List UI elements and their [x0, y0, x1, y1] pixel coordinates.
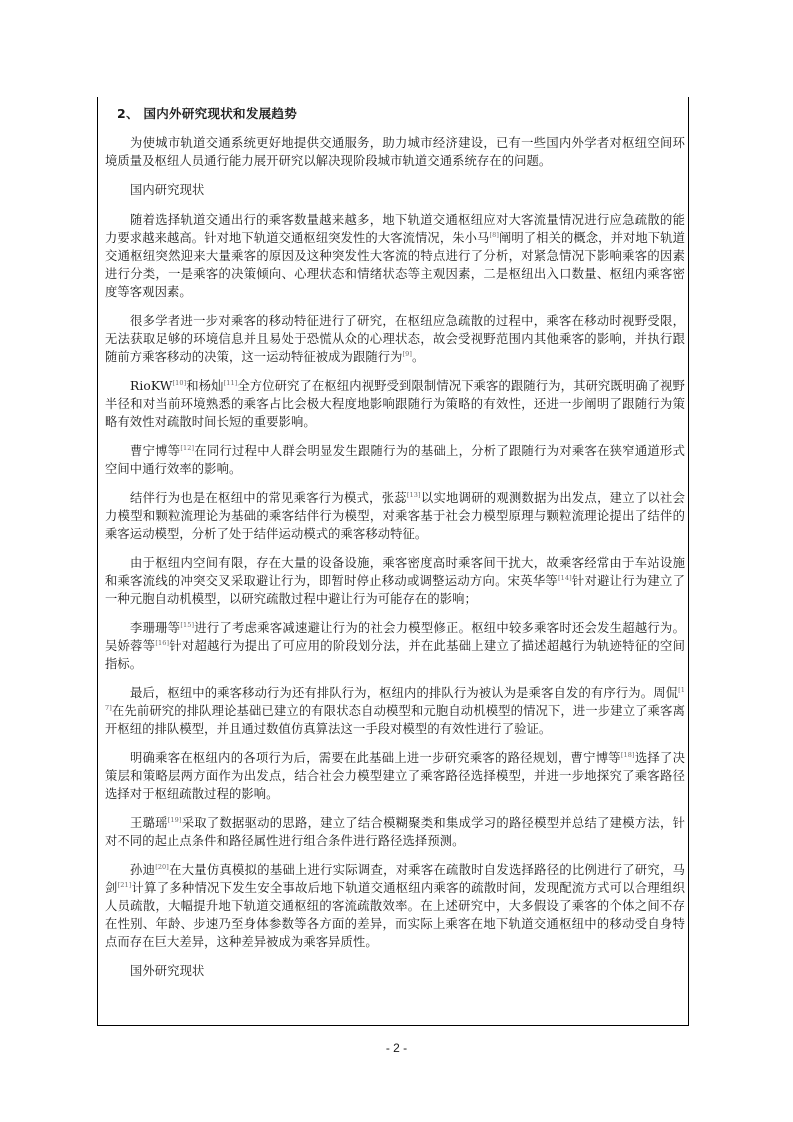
citation-marker: [9]: [402, 349, 413, 358]
paragraph-text: 阐明了相关的概念，并对地下轨道交通枢纽突然迎来大量乘客的原因及这种突发性大客流的特点进行了分析，对紧急情况下影响乘客的因素进行分类，一是乘客的决策倾向、心理状态和情绪状态等主观因素，二是枢纽出入口数量、枢纽内乘客密度等客观因素。: [105, 231, 685, 299]
body-paragraph: [105, 312, 685, 366]
body-paragraph: [105, 442, 685, 478]
paragraph-text: 在同行过程中人群会明显发生跟随行为的基础上，分析了跟随行为对乘客在狭窄通道形式空间中通行效率的影响。: [105, 444, 686, 476]
paragraph-list: [105, 211, 685, 951]
paragraph-text: 进行了考虑乘客减速避让行为的社会力模型修正。枢纽中较多乘客时还会发生超越行为。吴娇蓉等: [105, 621, 686, 653]
body-paragraph: [105, 377, 685, 431]
body-paragraph: [105, 619, 685, 673]
paragraph-text: 最后，枢纽中的乘客移动行为还有排队行为，枢纽内的排队行为被认为是乘客自发的有序行为。周侃: [130, 686, 679, 700]
paragraph-text: 随着选择轨道交通出行的乘客数量越来越多，地下轨道交通枢纽应对大客流量情况进行应急疏散的能力要求越来越高。针对地下轨道交通枢纽突发性的大客流情况，朱小马: [105, 213, 685, 245]
body-paragraph: [105, 554, 685, 608]
paragraph-text: 孙迪: [130, 863, 156, 877]
paragraph-text: 王璐瑶: [130, 816, 168, 830]
foreign-subheading: 国外研究现状: [130, 964, 205, 978]
paragraph-text: 李珊珊等: [130, 621, 181, 635]
body-paragraph: [105, 814, 685, 850]
paragraph-text: 采取了数据驱动的思路，建立了结合模糊聚类和集成学习的路径模型并总结了建模方法，针对不同的起止点条件和路径属性进行组合条件进行路径选择预测。: [105, 816, 685, 848]
citation-marker: [10]: [172, 378, 187, 387]
paragraph-text: 由于枢纽内空间有限，存在大量的设备设施，乘客密度高时乘客间干扰大，故乘客经常由于车站设施和乘客流线的冲突交叉采取避让行为，即暂时停止移动或调整运动方向。宋英华等: [105, 556, 685, 588]
paragraph-text: 明确乘客在枢纽内的各项行为后，需要在此基础上进一步研究乘客的路径规划，曹宁博等: [130, 751, 621, 765]
paragraph-text: 以实地调研的观测数据为出发点，建立了以社会力模型和颗粒流理论为基础的乘客结伴行为模型，对乘客基于社会力模型原理与颗粒流理论提出了结伴的乘客运动模型，分析了处于结伴运动模式的乘客移动特征。: [105, 491, 685, 541]
citation-marker: [8]: [489, 230, 499, 239]
citation-marker: [19]: [167, 815, 182, 824]
body-paragraph: [105, 211, 685, 301]
paragraph-text: 针对超越行为提出了可应用的阶段划分法，并在此基础上建立了描述超越行为轨迹特征的空间指标。: [105, 639, 685, 671]
body-paragraph: [105, 749, 685, 803]
paragraph-text: 结伴行为也是在枢纽中的常见乘客行为模式，张蕊: [130, 491, 407, 505]
paragraph-text: 曹宁博等: [130, 444, 181, 458]
citation-marker: [12]: [180, 443, 195, 452]
intro-paragraph: 为使城市轨道交通系统更好地提供交通服务，助力城市经济建设，已有一些国内外学者对枢纽空间环境质量及枢纽人员通行能力展开研究以解决现阶段城市轨道交通系统存在的问题。: [105, 136, 685, 168]
domestic-subheading: 国内研究现状: [130, 183, 205, 197]
paragraph-text: 和杨灿: [186, 379, 224, 393]
paragraph-text: 选择了决策层和策略层两方面作为出发点，结合社会力模型建立了乘客路径选择模型，并进一步地探究了乘客路径选择对于枢纽疏散过程的影响。: [105, 751, 686, 801]
paragraph-text: RioKW: [130, 379, 173, 393]
paragraph-text: 针对避让行为建立了一种元胞自动机模型，以研究疏散过程中避让行为可能存在的影响；: [105, 574, 685, 606]
paragraph-text: 在先前研究的排队理论基础已建立的有限状态自动模型和元胞自动机模型的情况下，进一步建立了乘客离开枢纽的排队模型，并且通过数值仿真算法这一手段对模型的有效性进行了验证。: [105, 704, 685, 736]
citation-marker: [21]: [117, 880, 132, 889]
body-paragraph: [105, 684, 685, 738]
paragraph-text: 在大量仿真模拟的基础上进行实际调查，对乘客在疏散时自发选择路径的比例进行了研究，马剑: [105, 863, 686, 895]
section-heading: 2、 国内外研究现状和发展趋势: [117, 106, 298, 121]
paragraph-text: 。: [412, 350, 425, 364]
page-number: - 2 -: [385, 1041, 408, 1055]
body-paragraph: [105, 489, 685, 543]
paragraph-text: 全方位研究了在枢纽内视野受到限制情况下乘客的跟随行为，其研究既明确了视野半径和对当前环境熟悉的乘客占比会极大程度地影响跟随行为策略的有效性，还进一步阐明了跟随行为策略有效性对疏散时间长短的重要影响。: [105, 379, 685, 429]
citation-marker: [15]: [180, 620, 195, 629]
citation-marker: [17]: [105, 685, 685, 712]
citation-marker: [11]: [223, 378, 238, 387]
citation-marker: [16]: [155, 638, 170, 647]
main-content: [105, 104, 685, 980]
paragraph-text: 计算了多种情况下发生安全事故后地下轨道交通枢纽内乘客的疏散时间，发现配流方式可以合理组织人员疏散，大幅提升地下轨道交通枢纽的客流疏散效率。在上述研究中，大多假设了乘客的个体之间不存在性别、年龄、步速乃至身体参数等各方面的差异，而实际上乘客在地下轨道交通枢纽中的移动受自身特点而存在巨大差异，这种差异被成为乘客异质性。: [105, 881, 685, 949]
citation-marker: [13]: [406, 490, 421, 499]
paragraph-text: 很多学者进一步对乘客的移动特征进行了研究，在枢纽应急疏散的过程中，乘客在移动时视野受限，无法获取足够的环境信息并且易处于恐慌从众的心理状态，故会受视野范围内其他乘客的影响，并执行跟随前方乘客移动的决策，这一运动特征被成为跟随行为: [105, 314, 685, 364]
citation-marker: [18]: [620, 750, 635, 759]
citation-marker: [14]: [558, 573, 572, 582]
citation-marker: [20]: [155, 862, 169, 871]
body-paragraph: [105, 861, 685, 951]
